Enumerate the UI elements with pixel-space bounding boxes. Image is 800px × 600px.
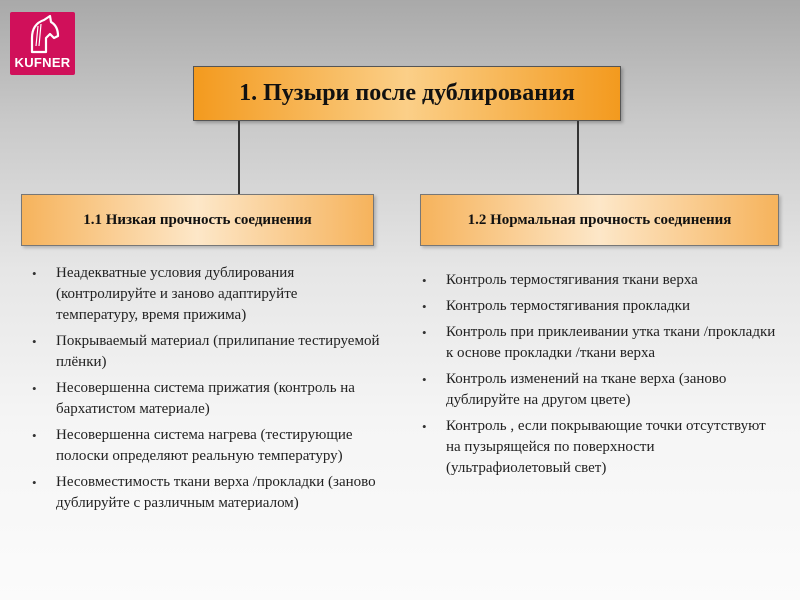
- kufner-logo: [10, 12, 75, 75]
- list-item: • Контроль при приклеивании утка ткани /прокладки к основе прокладки /ткани верха: [410, 322, 780, 364]
- low-strength-title: 1.1 Низкая прочность соединения: [83, 211, 312, 228]
- list-item: • Несовершенна система нагрева (тестирующие полоски определяют реальную температуру): [20, 425, 380, 467]
- connector-left: [238, 121, 240, 194]
- normal-strength-list: [410, 270, 780, 484]
- main-title-box: [193, 66, 621, 121]
- logo-text: KUFNER: [14, 55, 71, 70]
- normal-strength-box: [420, 194, 779, 246]
- list-item: • Несовершенна система прижатия (контроль на бархатистом материале): [20, 378, 380, 420]
- list-item: • Несовместимость ткани верха /прокладки (заново дублируйте с различным материалом): [20, 472, 380, 514]
- list-item: • Контроль термостягивания прокладки: [410, 296, 780, 317]
- normal-strength-title: 1.2 Нормальная прочность соединения: [467, 212, 732, 228]
- main-title: 1. Пузыри после дублирования: [239, 80, 575, 106]
- low-strength-box: [21, 194, 374, 246]
- list-item: • Контроль термостягивания ткани верха: [410, 270, 780, 291]
- list-item: • Контроль , если покрывающие точки отсутствуют на пузырящейся по поверхности (ультрафиолетовый свет): [410, 416, 780, 479]
- list-item: • Покрываемый материал (прилипание тестируемой плёнки): [20, 331, 380, 373]
- connector-right: [577, 121, 579, 194]
- list-item: • Контроль изменений на ткане верха (заново дублируйте на другом цвете): [410, 369, 780, 411]
- low-strength-list: [20, 263, 380, 519]
- list-item: • Неадекватные условия дублирования (контролируйте и заново адаптируйте температуру, время прижима): [20, 263, 380, 326]
